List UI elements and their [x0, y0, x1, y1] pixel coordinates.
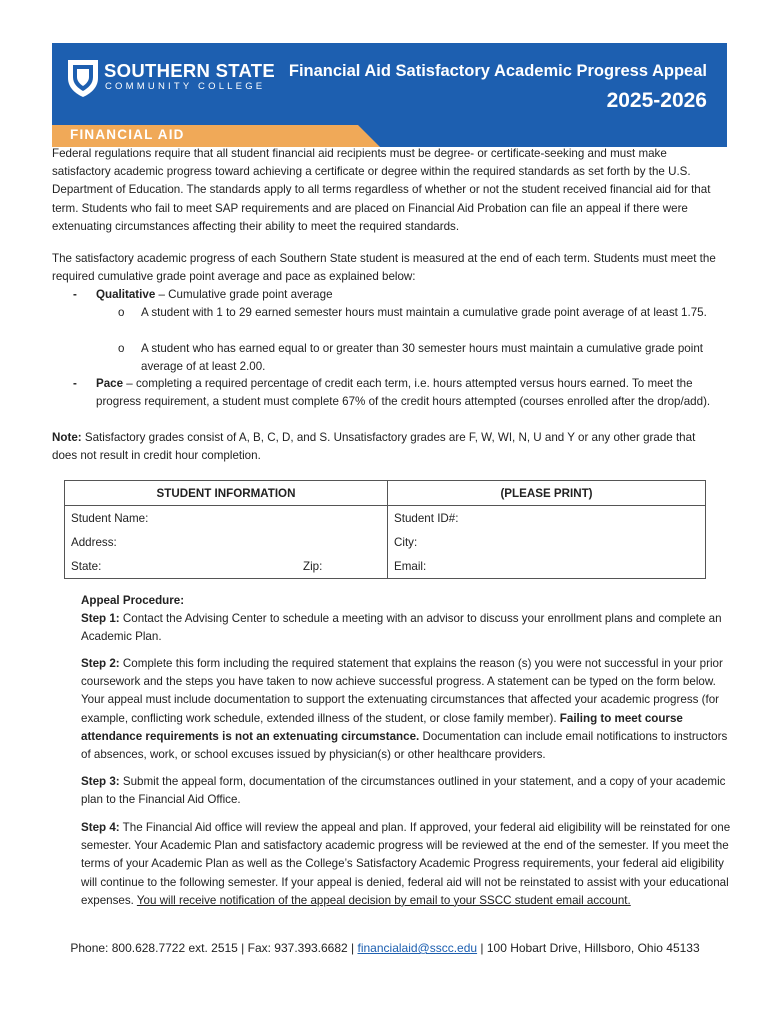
qualitative-item — [96, 286, 716, 304]
bullet-o: o — [118, 306, 125, 319]
step-2-bold: Failing to meet course attendance requirements is not an extenuating circumstance. — [81, 711, 683, 743]
section-label: FINANCIAL AID — [70, 127, 185, 142]
table-header-left: STUDENT INFORMATION — [65, 481, 388, 506]
step-2-tail: Documentation can include email notifications to instructors of absences, work, or school excuses issued by physician(s) or other healthcare providers. — [81, 729, 728, 762]
logo-name: SOUTHERN STATE — [104, 60, 276, 81]
bullet-dash: - — [73, 288, 77, 301]
appeal-heading: Appeal Procedure: — [81, 594, 185, 607]
pace-text: – completing a required percentage of credit each term, i.e. hours attempted versus hours earned. To meet the progress requirement, a student must complete 67% of the credit hours attempted (courses enrolled after the drop/add). — [96, 377, 711, 409]
step-4 — [81, 819, 733, 910]
student-name-field[interactable]: Student Name: — [65, 506, 388, 531]
college-logo — [66, 58, 276, 100]
student-id-field[interactable]: Student ID#: — [388, 506, 706, 531]
bullet-o: o — [118, 342, 125, 355]
city-field[interactable]: City: — [388, 530, 706, 554]
qualitative-title: Qualitative — [96, 288, 156, 301]
grades-note — [52, 429, 717, 465]
zip-field[interactable]: Zip: — [297, 554, 388, 579]
step-1-text: Contact the Advising Center to schedule a meeting with an advisor to discuss your enrollment plans and complete an Academic Plan. — [81, 612, 722, 644]
student-info-table — [64, 480, 706, 579]
step-1 — [81, 610, 733, 646]
footer-address: | 100 Hobart Drive, Hillsboro, Ohio 45133 — [477, 941, 700, 955]
note-label: Note: — [52, 431, 82, 444]
qualitative-subitem: A student who has earned equal to or greater than 30 semester hours must maintain a cumulative grade point average of at least 2.00. — [141, 342, 703, 374]
footer-phone: Phone: 800.628.7722 ext. 2515 | Fax: 937.393.6682 | — [70, 941, 358, 955]
pace-item — [96, 375, 716, 411]
step-3 — [81, 773, 733, 809]
note-text: Satisfactory grades consist of A, B, C, D, and S. Unsatisfactory grades are F, W, WI, N, U and Y or any other grade that does not result in credit hour completion. — [52, 431, 696, 463]
footer-contact — [0, 941, 770, 955]
pace-title: Pace — [96, 377, 124, 390]
table-header-right: (PLEASE PRINT) — [388, 481, 706, 506]
step-2-label: Step 2: — [81, 657, 120, 670]
step-1-label: Step 1: — [81, 612, 120, 625]
step-4-label: Step 4: — [81, 821, 120, 834]
step-3-text: Submit the appeal form, documentation of the circumstances outlined in your statement, and a copy of your academic plan to the Financial Aid Office. — [81, 775, 726, 807]
form-year: 2025-2026 — [606, 89, 707, 112]
state-field[interactable]: State: — [65, 554, 298, 579]
intro-paragraph: Federal regulations require that all student financial aid recipients must be degree- or certificate-seeking and must make satisfactory academic progress toward achieving a certificate or degree within the required standards as set forth by the U.S. Department of Education. The standards apply to all terms regardless of whether or not the student received financial aid for that term. Students who fail to meet SAP requirements and are placed on Financial Aid Probation can file an appeal if there were extenuating circumstances affecting their ability to meet the required standards. — [52, 147, 711, 233]
step-2 — [81, 655, 733, 764]
logo-subtitle: COMMUNITY COLLEGE — [105, 81, 266, 92]
qualitative-subitem: A student with 1 to 29 earned semester hours must maintain a cumulative grade point average of at least 1.75. — [141, 306, 707, 319]
step-4-underline: You will receive notification of the appeal decision by email to your SSCC student email account. — [136, 893, 631, 907]
email-field[interactable]: Email: — [388, 554, 706, 579]
step-2-text: Complete this form including the required statement that explains the reason (s) you were not successful in your prior coursework and the steps you have taken to now achieve successful progress. A statement can be typed on the form below. Your appeal must include documentation to support the extenuating circumstances that affected your academic progress (for example, conflicting work schedule, extended illness of the student, or close family member). — [81, 657, 723, 725]
shield-icon — [66, 58, 100, 98]
qualitative-text: – Cumulative grade point average — [155, 288, 333, 301]
bullet-dash: - — [73, 377, 77, 390]
address-field[interactable]: Address: — [65, 530, 388, 554]
step-4-text: The Financial Aid office will review the appeal and plan. If approved, your federal aid eligibility will be reinstated for one semester. Your Academic Plan and satisfactory academic progress will be reviewed at the end of the semester. If you meet the terms of your Academic Plan as well as the College’s Satisfactory Academic Progress requirements, your federal aid eligibility will continue to the following semester. If your appeal is denied, federal aid will not be reinstated to assist with your educational expenses. — [81, 821, 731, 907]
footer-email-link[interactable]: financialaid@sscc.edu — [357, 941, 478, 955]
form-title: Financial Aid Satisfactory Academic Progress Appeal — [288, 62, 707, 80]
measure-paragraph: The satisfactory academic progress of each Southern State student is measured at the end of each term. Students must meet the required cumulative grade point average and pace as explained below: — [52, 252, 716, 284]
step-3-label: Step 3: — [81, 775, 120, 788]
